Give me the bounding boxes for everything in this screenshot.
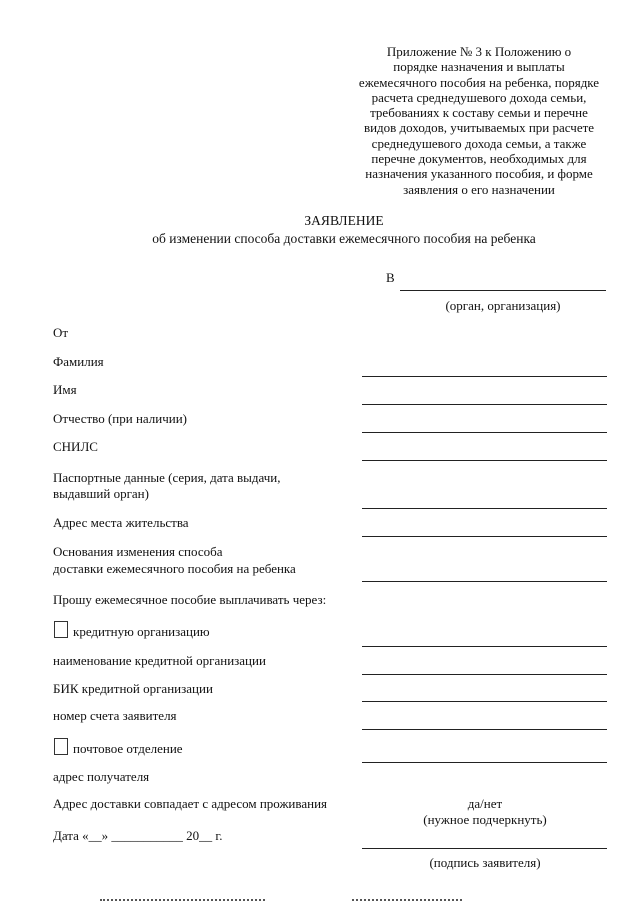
passport-label-line2: выдавший орган) (53, 486, 149, 501)
annex-line: перечне документов, необходимых для (371, 151, 587, 167)
date-label[interactable]: Дата «__» ___________ 20__ г. (53, 828, 223, 843)
patronymic-label: Отчество (при наличии) (53, 411, 188, 426)
reason-field-line[interactable] (362, 581, 607, 582)
credit-org-option-label: кредитную организацию (73, 624, 210, 639)
annex-line: расчета среднедушевого дохода семьи, (371, 89, 587, 105)
yes-no-option[interactable]: да/нет (467, 796, 503, 811)
account-field-line[interactable] (362, 729, 607, 730)
name-label: Имя (53, 382, 77, 397)
credit-org-checkbox[interactable] (54, 621, 68, 638)
credit-org-name-field-line[interactable] (362, 674, 607, 675)
annex-line: Приложение № 3 к Положению о (386, 44, 572, 59)
snils-field-line[interactable] (362, 460, 607, 461)
delivery-match-label: Адрес доставки совпадает с адресом проживания (53, 796, 328, 811)
surname-label: Фамилия (53, 354, 104, 369)
request-label: Прошу ежемесячное пособие выплачивать через: (53, 592, 327, 607)
snils-label: СНИЛС (53, 439, 98, 454)
surname-field-line[interactable] (362, 376, 607, 377)
annex-line: видов доходов, учитываемых при расчете (363, 120, 595, 136)
annex-header (345, 44, 613, 197)
post-office-option-label: почтовое отделение (73, 741, 183, 756)
cutoff-text-right (352, 899, 462, 905)
signature-caption: (подпись заявителя) (429, 855, 541, 870)
cutoff-text-left (100, 899, 265, 905)
underline-hint: (нужное подчеркнуть) (423, 812, 547, 827)
recipient-caption: (орган, организация) (445, 298, 561, 313)
annex-line: среднедушевого дохода семьи, а также (371, 135, 587, 151)
name-field-line[interactable] (362, 404, 607, 405)
post-office-line[interactable] (362, 762, 607, 763)
credit-org-name-label: наименование кредитной организации (53, 653, 266, 668)
bik-label: БИК кредитной организации (53, 681, 213, 696)
from-label: От (53, 325, 69, 340)
annex-line: ежемесячного пособия на ребенка, порядке (358, 74, 600, 90)
patronymic-field-line[interactable] (362, 432, 607, 433)
recipient-field-line[interactable] (400, 290, 606, 291)
document-title: ЗАЯВЛЕНИЕ (304, 213, 384, 228)
recipient-prefix: В (386, 270, 395, 285)
passport-field-line[interactable] (362, 508, 607, 509)
credit-org-line[interactable] (362, 646, 607, 647)
account-label: номер счета заявителя (53, 708, 177, 723)
address-label: Адрес места жительства (53, 515, 189, 530)
recipient-address-label: адрес получателя (53, 769, 150, 784)
bik-field-line[interactable] (362, 701, 607, 702)
address-field-line[interactable] (362, 536, 607, 537)
annex-line: порядке назначения и выплаты (393, 59, 565, 75)
annex-line: назначения указанного пособия, и форме (365, 166, 593, 182)
document-subtitle: об изменении способа доставки ежемесячного пособия на ребенка (152, 231, 536, 246)
reason-label-line2: доставки ежемесячного пособия на ребенка (53, 561, 296, 576)
reason-label-line1: Основания изменения способа (53, 544, 223, 559)
signature-field-line[interactable] (362, 848, 607, 849)
annex-line: требованиях к составу семьи и перечне (370, 105, 588, 121)
passport-label-line1: Паспортные данные (серия, дата выдачи, (53, 470, 281, 485)
annex-line: заявления о его назначении (403, 181, 555, 197)
post-office-checkbox[interactable] (54, 738, 68, 755)
